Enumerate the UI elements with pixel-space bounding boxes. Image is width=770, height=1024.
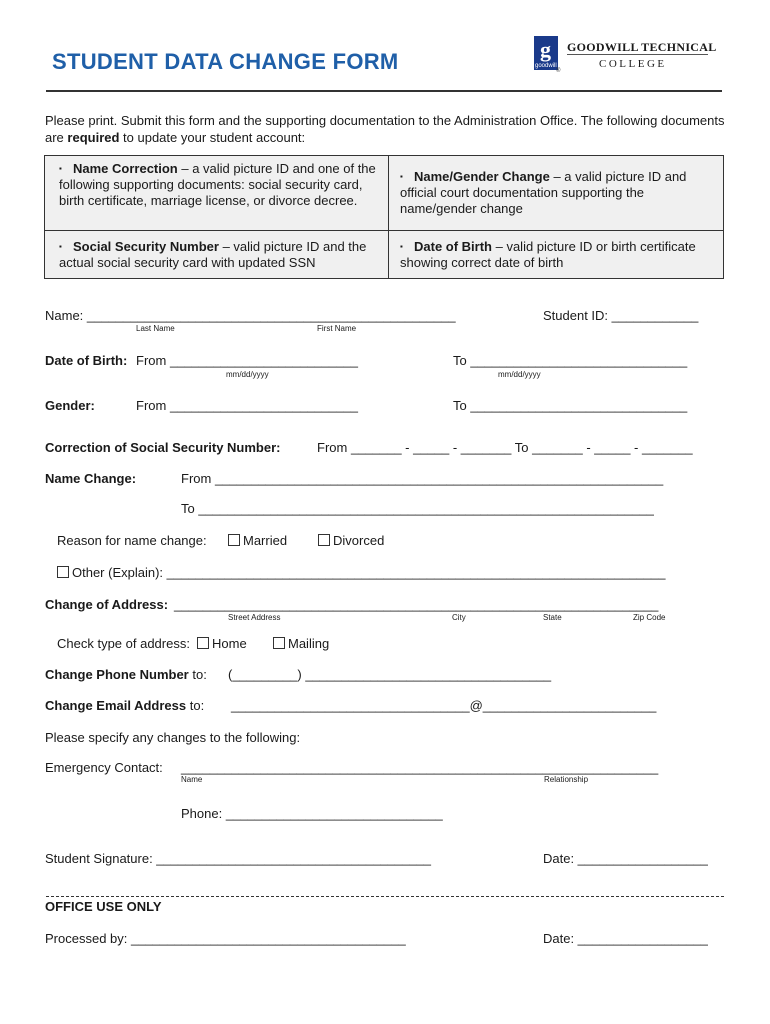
email-row [45,698,204,713]
other-checkbox[interactable] [57,565,666,580]
goodwill-logo-icon [534,36,558,70]
home-label: Home [212,636,247,651]
dob-to-field[interactable]: To ______________________________ [453,353,688,368]
emergency-field[interactable]: __________________________________________________________________ [181,760,659,775]
student-id-field[interactable]: Student ID: ____________ [543,308,699,323]
header-divider [46,90,722,92]
table-horizontal-divider [45,230,723,231]
address-label: Change of Address: [45,597,169,612]
phone-to: to: [192,667,207,682]
req-name-gender-change [400,169,718,217]
bullet-icon: ▪ [59,164,62,173]
checkbox-icon [228,534,240,546]
emergency-label: Emergency Contact: [45,760,163,775]
processed-by-field[interactable]: Processed by: ______________________________________ [45,931,406,946]
requirements-table [44,155,724,279]
dob-from-hint: mm/dd/yyyy [226,370,269,379]
name-change-from-field[interactable]: From ______________________________________________________________ [181,471,664,486]
name-field[interactable]: Name: ___________________________________________________ [45,308,456,323]
gender-label: Gender: [45,398,95,413]
gender-to-field[interactable]: To ______________________________ [453,398,688,413]
last-name-hint: Last Name [136,324,175,333]
bullet-icon: ▪ [400,172,403,181]
mailing-label: Mailing [288,636,330,651]
req-dob [400,239,718,271]
req-title: Social Security Number [73,239,219,254]
intro-text [45,112,725,146]
req-name-correction [59,161,381,209]
street-hint: Street Address [228,613,281,622]
intro-post: to update your student account: [119,130,306,145]
signature-date-field[interactable]: Date: __________________ [543,851,708,866]
req-text: – a valid picture ID and one of the following supporting documents: social security card, birth certificate, marriage license, or divorce decree. [59,161,376,208]
divorced-label: Divorced [333,533,385,548]
gender-from-field[interactable]: From __________________________ [136,398,358,413]
name-change-to-field[interactable]: To _______________________________________________________________ [181,501,654,516]
intro-pre: Please print. Submit this form and the supporting documentation to the Administration Office. The following documents are [45,113,725,145]
email-to: to: [189,698,205,713]
req-title: Name Correction [73,161,178,176]
phone-field[interactable]: (_________) __________________________________ [228,667,552,682]
req-title: Name/Gender Change [414,169,550,184]
phone-row [45,667,207,682]
emergency-relationship-hint: Relationship [544,775,589,784]
bullet-icon: ▪ [59,242,62,251]
req-text: – a valid picture ID and official court documentation supporting the name/gender change [400,169,687,216]
checkbox-icon [57,566,69,578]
logo-text-line2: COLLEGE [599,58,667,70]
student-signature-field[interactable]: Student Signature: ______________________________________ [45,851,432,866]
ssn-field[interactable]: From _______ - _____ - _______ To _______ - _____ - _______ [317,440,693,455]
intro-required: required [67,130,120,145]
email-field[interactable]: _________________________________@________________________ [231,698,657,713]
dob-from-field[interactable]: From __________________________ [136,353,358,368]
home-checkbox[interactable] [197,636,247,651]
table-vertical-divider [388,156,389,278]
other-explain-field[interactable]: Other (Explain): _____________________________________________________________________ [72,565,666,580]
logo-glyph: g [540,37,551,62]
ssn-label: Correction of Social Security Number: [45,440,281,455]
logo-divider [567,54,708,55]
first-name-hint: First Name [317,324,357,333]
zip-hint: Zip Code [633,613,666,622]
specify-text: Please specify any changes to the following: [45,730,301,745]
address-field[interactable]: ___________________________________________________________________ [174,597,659,612]
office-date-field[interactable]: Date: __________________ [543,931,708,946]
dob-label: Date of Birth: [45,353,128,368]
state-hint: State [543,613,562,622]
emergency-phone-field[interactable]: Phone: ______________________________ [181,806,443,821]
logo-small-text: goodwill [535,63,557,69]
married-checkbox[interactable] [228,533,287,548]
logo-trademark: ® [556,68,561,74]
page-title: STUDENT DATA CHANGE FORM [52,49,399,74]
req-text: – valid picture ID and the actual social security card with updated SSN [59,239,367,270]
checkbox-icon [273,637,285,649]
req-ssn [59,239,381,271]
address-type-label: Check type of address: [57,636,190,651]
bullet-icon: ▪ [400,242,403,251]
phone-label: Change Phone Number [45,667,189,682]
divorced-checkbox[interactable] [318,533,384,548]
dob-to-hint: mm/dd/yyyy [498,370,541,379]
reason-label: Reason for name change: [57,533,207,548]
logo-text-line1: GOODWILL TECHNICAL [567,40,717,54]
emergency-name-hint: Name [181,775,203,784]
office-use-heading: OFFICE USE ONLY [45,899,162,914]
mailing-checkbox[interactable] [273,636,329,651]
checkbox-icon [318,534,330,546]
req-text: – valid picture ID or birth certificate showing correct date of birth [400,239,696,270]
office-divider [46,896,724,897]
email-label: Change Email Address [45,698,187,713]
req-title: Date of Birth [414,239,492,254]
name-change-label: Name Change: [45,471,137,486]
city-hint: City [452,613,466,622]
married-label: Married [243,533,288,548]
checkbox-icon [197,637,209,649]
